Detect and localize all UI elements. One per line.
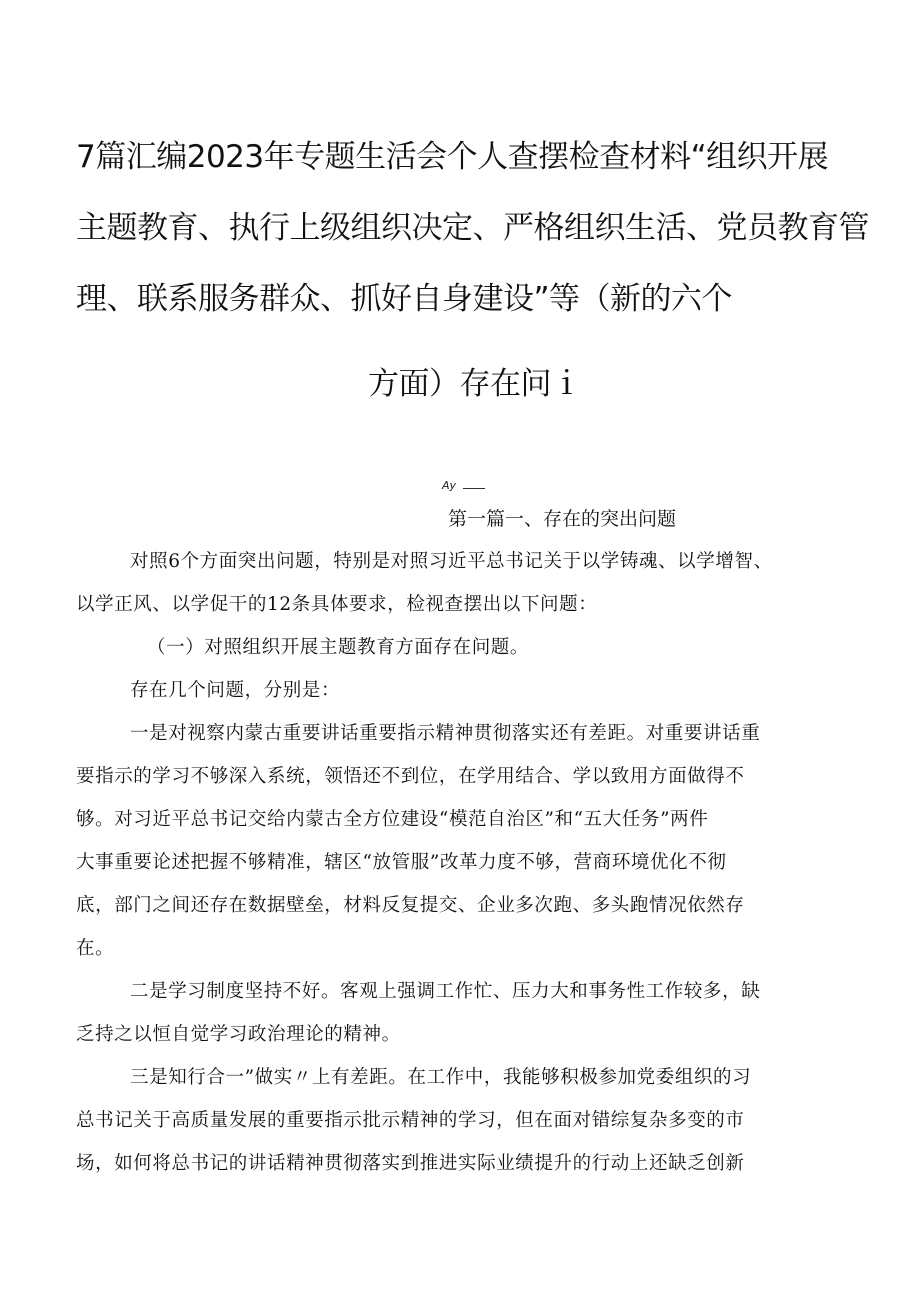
section-heading: 第一篇一、存在的突出问题 <box>448 508 677 530</box>
body-line-3: （一）对照组织开展主题教育方面存在问题。 <box>147 637 530 658</box>
body-line-1: 对照6个方面突出问题，特别是对照习近平总书记关于以学铸魂、以学增智、 <box>130 551 773 572</box>
body-line-15: 场，如何将总书记的讲话精神贯彻落实到推进实际业绩提升的行动上还缺乏创新 <box>76 1153 745 1174</box>
body-line-6: 要指示的学习不够深入系统，领悟还不到位，在学用结合、学以致用方面做得不 <box>76 766 745 787</box>
body-line-10: 在。 <box>76 938 115 959</box>
body-line-14: 总书记关于高质量发展的重要指示批示精神的学习，但在面对错综复杂多变的市 <box>76 1110 745 1131</box>
body-line-5: 一是对视察内蒙古重要讲话重要指示精神贯彻落实还有差距。对重要讲话重 <box>130 723 761 744</box>
body-line-13: 三是知行合一”做实〃上有差距。在工作中，我能够积极参加党委组织的习 <box>130 1067 752 1088</box>
title-line-3: 理、联系服务群众、抓好自身建设”等（新的六个 <box>76 281 733 317</box>
body-line-7: 够。对习近平总书记交给内蒙古全方位建设“模范自治区”和“五大任务”两件 <box>76 809 709 830</box>
body-line-4: 存在几个问题，分别是： <box>130 680 341 701</box>
title-line-1: 7篇汇编2023年专题生活会个人查摆检查材料“组织开展 <box>76 139 829 175</box>
body-line-9: 底，部门之间还存在数据壁垒，材料反复提交、企业多次跑、多头跑情况依然存 <box>76 895 745 916</box>
mark-underline <box>463 488 485 489</box>
body-line-11: 二是学习制度坚持不好。客观上强调工作忙、压力大和事务性工作较多，缺 <box>130 981 761 1002</box>
title-line-2: 主题教育、执行上级组织决定、严格组织生活、党员教育管 <box>76 210 869 246</box>
title-line-4: 方面）存在问ｉ <box>368 366 582 402</box>
body-line-12: 乏持之以恒自觉学习政治理论的精神。 <box>76 1024 401 1045</box>
body-line-2: 以学正风、以学促干的12条具体要求，检视查摆出以下问题： <box>76 594 598 615</box>
small-mark: Ay <box>442 479 457 492</box>
body-line-8: 大事重要论述把握不够精准，辖区“放管服”改革力度不够，营商环境优化不彻 <box>76 852 727 873</box>
